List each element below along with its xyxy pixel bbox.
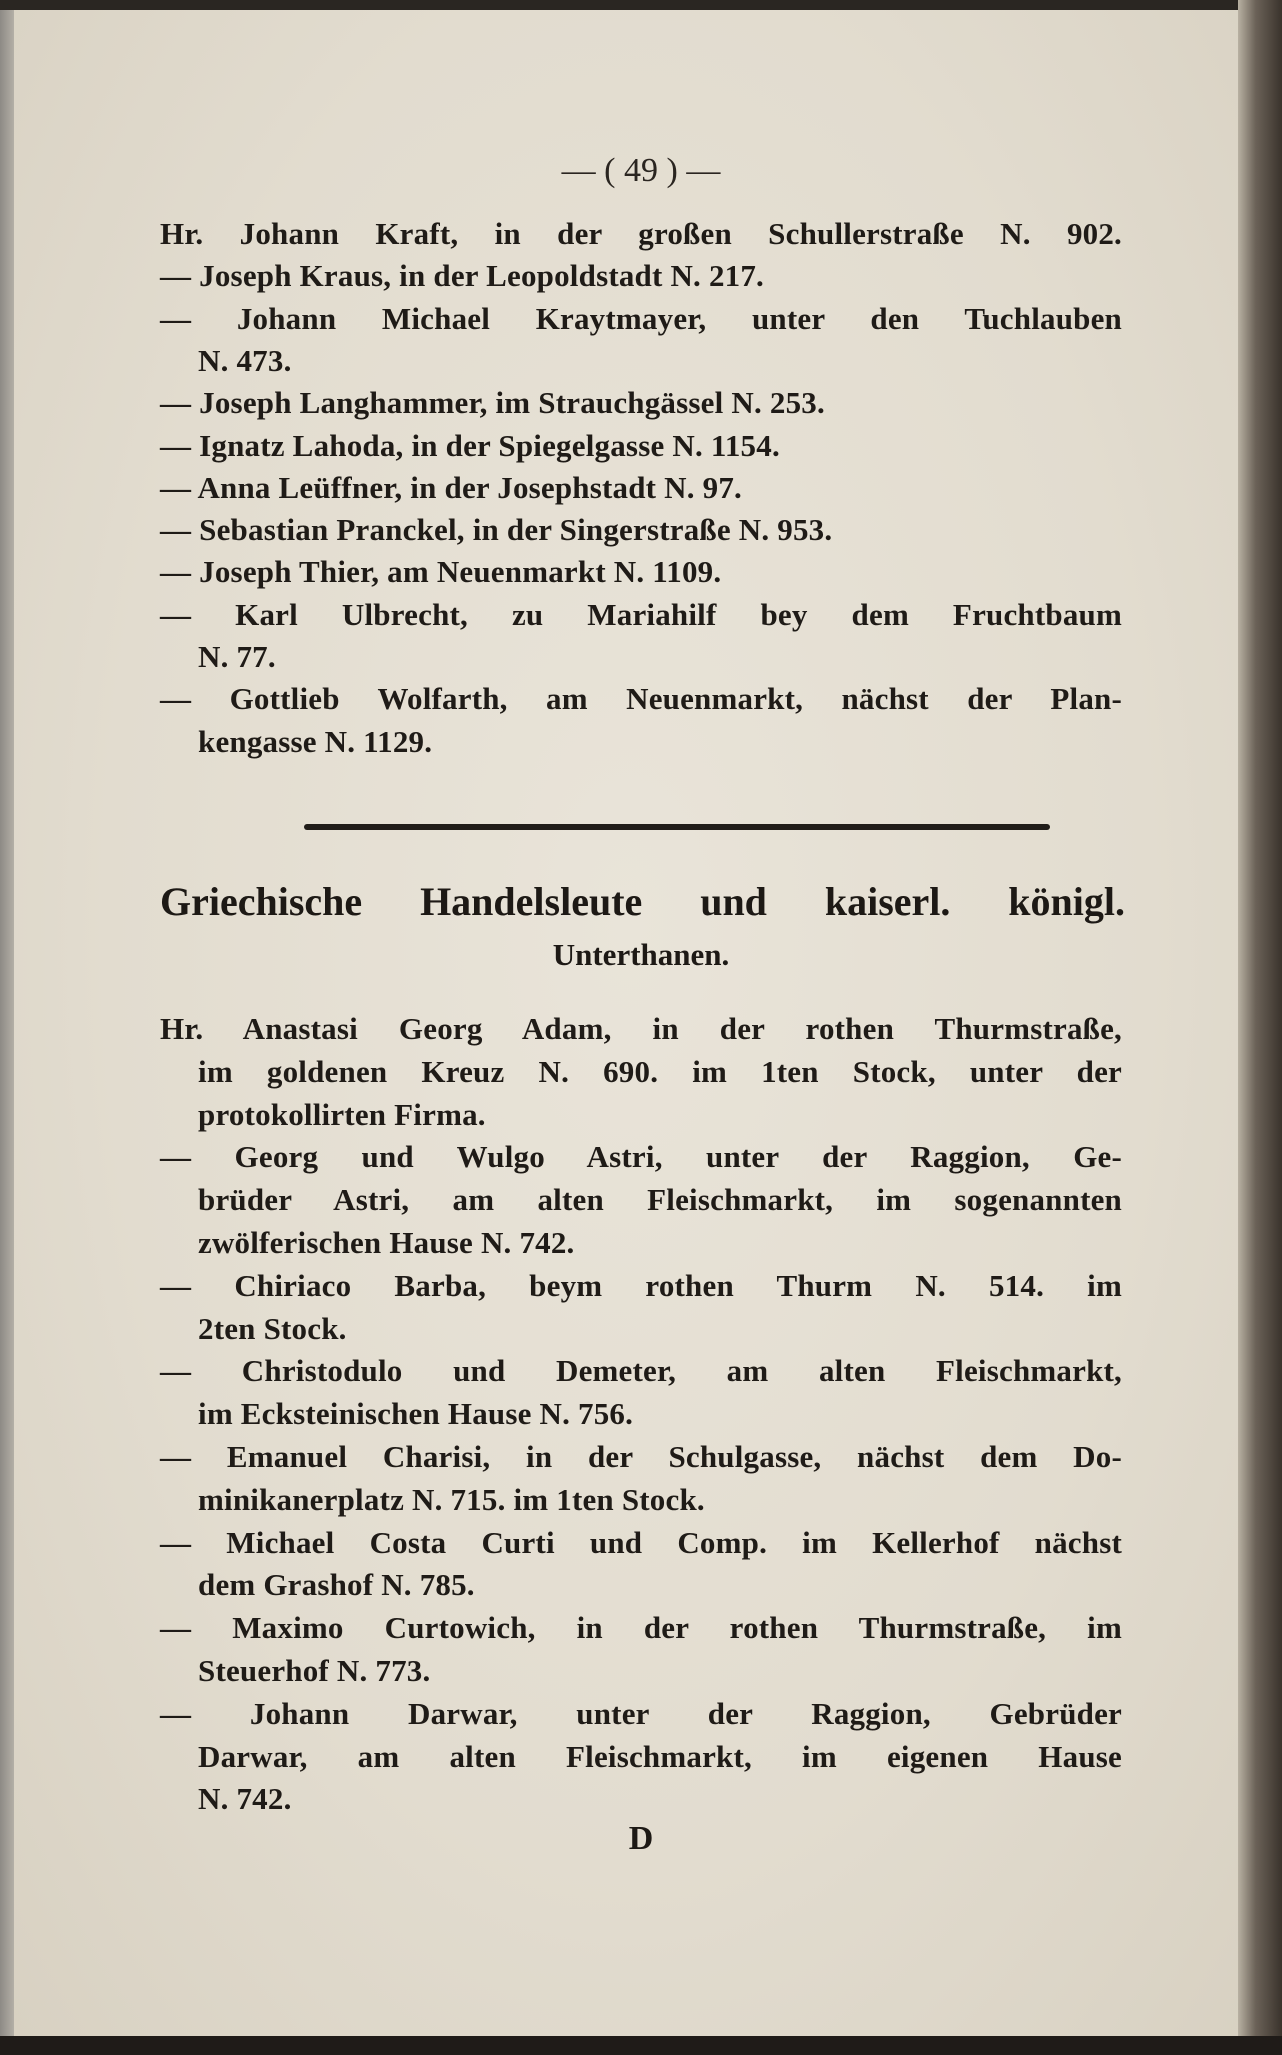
section-heading: Griechische Handelsleute und kaiserl. königl.	[160, 879, 1125, 924]
entry-line: — Michael Costa Curti und Comp. im Kellerhof nächst	[160, 1524, 1122, 1560]
entry-line: zwölferischen Hause N. 742.	[198, 1225, 575, 1260]
book-binding-edge	[1238, 0, 1282, 2055]
entry-line: — Joseph Kraus, in der Leopoldstadt N. 217.	[160, 258, 765, 294]
entry-line: — Karl Ulbrecht, zu Mariahilf bey dem Fruchtbaum	[160, 596, 1122, 632]
entry-line: protokollirten Firma.	[198, 1096, 486, 1132]
entry-line: dem Grashof N. 785.	[198, 1567, 475, 1603]
entry-line: — Johann Michael Kraytmayer, unter den Tuchlauben	[160, 300, 1122, 336]
entry-line: brüder Astri, am alten Fleischmarkt, im sogenannten	[198, 1182, 1122, 1218]
entry-line: — Georg und Wulgo Astri, unter der Raggion, Ge-	[160, 1139, 1122, 1175]
entry-line: im goldenen Kreuz N. 690. im 1ten Stock, unter der	[198, 1053, 1122, 1089]
entry-line: — Emanuel Charisi, in der Schulgasse, nächst dem Do-	[160, 1439, 1122, 1474]
entry-line: — Anna Leüffner, in der Josephstadt N. 97.	[160, 469, 742, 505]
entry-line: — Chiriaco Barba, beym rothen Thurm N. 514. im	[160, 1267, 1122, 1303]
entry-line: N. 473.	[198, 342, 292, 378]
signature-mark: D	[628, 1820, 654, 1857]
entry-line: minikanerplatz N. 715. im 1ten Stock.	[198, 1481, 705, 1517]
entry-line: — Gottlieb Wolfarth, am Neuenmarkt, nächst der Plan-	[160, 681, 1122, 717]
entry-line: kengasse N. 1129.	[198, 723, 433, 759]
page-number: — ( 49 ) —	[561, 152, 721, 189]
entry-line: Hr. Anastasi Georg Adam, in der rothen Thurmstraße,	[160, 1011, 1122, 1046]
entry-line: — Maximo Curtowich, in der rothen Thurmstraße, im	[160, 1610, 1122, 1646]
entry-line: — Ignatz Lahoda, in der Spiegelgasse N. 1154.	[160, 427, 780, 463]
entry-line: Hr. Johann Kraft, in der großen Schullerstraße N. 902.	[160, 216, 1122, 251]
entry-line: im Ecksteinischen Hause N. 756.	[198, 1396, 634, 1432]
entry-line: — Sebastian Pranckel, in der Singerstraße N. 953.	[160, 512, 833, 548]
page-bottom-edge	[0, 2036, 1282, 2055]
entry-line: 2ten Stock.	[198, 1310, 347, 1346]
entry-line: — Christodulo und Demeter, am alten Fleischmarkt,	[160, 1353, 1122, 1389]
entry-line: Steuerhof N. 773.	[198, 1653, 431, 1688]
entry-line: N. 77.	[198, 639, 276, 674]
section-divider-rule	[304, 824, 1050, 830]
entry-line: — Johann Darwar, unter der Raggion, Gebrüder	[160, 1695, 1122, 1731]
entry-line: Darwar, am alten Fleischmarkt, im eigenen Hause	[198, 1738, 1122, 1774]
entry-line: — Joseph Thier, am Neuenmarkt N. 1109.	[160, 554, 722, 590]
section-subheading: Unterthanen.	[552, 937, 730, 972]
entry-line: — Joseph Langhammer, im Strauchgässel N. 253.	[160, 385, 825, 421]
entry-line: N. 742.	[198, 1781, 292, 1817]
